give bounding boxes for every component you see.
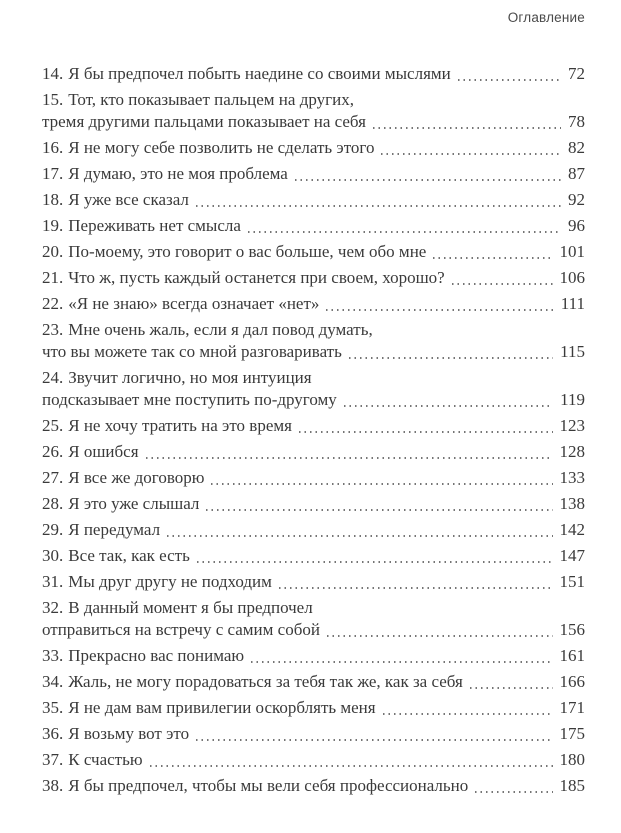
entry-number: 14. <box>42 64 64 83</box>
entry-title-text: Я не могу себе позволить не сделать этого <box>68 138 375 157</box>
entry-title-text: Я передумал <box>68 520 161 539</box>
entry-number: 31. <box>42 572 64 591</box>
dot-leader <box>452 283 553 285</box>
entry-number: 16. <box>42 138 64 157</box>
toc-entry-line <box>42 571 585 593</box>
toc-entry-line <box>42 467 585 489</box>
entry-title-text: Я уже все сказал <box>68 190 189 209</box>
entry-page-number: 128 <box>559 442 585 461</box>
entry-page-number: 96 <box>568 216 585 235</box>
entry-number: 29. <box>42 520 64 539</box>
toc-entry-line <box>42 697 585 719</box>
dot-leader <box>279 587 553 589</box>
entry-page-number: 111 <box>560 294 585 313</box>
toc-entry-line <box>42 723 585 745</box>
entry-title-text: Я бы предпочел побыть наедине со своими мыслями <box>68 64 451 83</box>
dot-leader <box>433 257 552 259</box>
toc-entry-line <box>42 367 585 389</box>
toc-entry <box>42 597 585 641</box>
toc-entry-line <box>42 597 585 619</box>
toc-entry <box>42 545 585 567</box>
entry-title-text: Мне очень жаль, если я дал повод думать, <box>68 320 373 339</box>
toc-entry <box>42 267 585 289</box>
entry-title-text: отправиться на встречу с самим собой <box>42 620 320 639</box>
entry-number: 20. <box>42 242 64 261</box>
toc-entry-line <box>42 111 585 133</box>
dot-leader <box>349 357 553 359</box>
entry-title-text: В данный момент я бы предпочел <box>68 598 313 617</box>
toc-entry <box>42 493 585 515</box>
dot-leader <box>381 153 561 155</box>
toc-entry-line <box>42 775 585 797</box>
entry-title-text: Жаль, не могу порадоваться за тебя так же, как за себя <box>68 672 463 691</box>
toc-entry-line <box>42 545 585 567</box>
entry-page-number: 180 <box>559 750 585 769</box>
entry-number: 25. <box>42 416 64 435</box>
entry-number: 37. <box>42 750 64 769</box>
entry-title-text: К счастью <box>68 750 143 769</box>
entry-number: 27. <box>42 468 64 487</box>
entry-page-number: 138 <box>559 494 585 513</box>
dot-leader <box>167 535 552 537</box>
toc-entry <box>42 189 585 211</box>
entry-page-number: 115 <box>560 342 585 361</box>
dot-leader <box>470 687 553 689</box>
entry-title-text: Я ошибся <box>68 442 139 461</box>
toc-entry-line <box>42 241 585 263</box>
entry-title-text: тремя другими пальцами показывает на себя <box>42 112 366 131</box>
entry-page-number: 151 <box>559 572 585 591</box>
toc-entry <box>42 645 585 667</box>
dot-leader <box>373 127 561 129</box>
dot-leader <box>211 483 552 485</box>
dot-leader <box>150 765 553 767</box>
dot-leader <box>344 405 553 407</box>
entry-page-number: 78 <box>568 112 585 131</box>
entry-page-number: 147 <box>559 546 585 565</box>
entry-title-text: Звучит логично, но моя интуиция <box>68 368 312 387</box>
entry-number: 32. <box>42 598 64 617</box>
toc-entry <box>42 467 585 489</box>
toc-entry <box>42 697 585 719</box>
entry-page-number: 106 <box>559 268 585 287</box>
toc-entry <box>42 775 585 797</box>
toc-entry <box>42 319 585 363</box>
toc-entry-line <box>42 519 585 541</box>
toc-entry <box>42 723 585 745</box>
toc-entry-line <box>42 341 585 363</box>
entry-title-text: Переживать нет смысла <box>68 216 241 235</box>
dot-leader <box>295 179 561 181</box>
dot-leader <box>251 661 552 663</box>
toc-entry <box>42 137 585 159</box>
toc-entry <box>42 63 585 85</box>
entry-title-text: Я это уже слышал <box>68 494 200 513</box>
entry-title-text: Я не хочу тратить на это время <box>68 416 292 435</box>
entry-page-number: 175 <box>559 724 585 743</box>
dot-leader <box>299 431 553 433</box>
dot-leader <box>146 457 553 459</box>
entry-number: 38. <box>42 776 64 795</box>
entry-page-number: 161 <box>559 646 585 665</box>
toc-entry <box>42 441 585 463</box>
entry-number: 35. <box>42 698 64 717</box>
dot-leader <box>326 309 553 311</box>
entry-title-text: Я не дам вам привилегии оскорблять меня <box>68 698 376 717</box>
toc-entry <box>42 415 585 437</box>
entry-page-number: 166 <box>559 672 585 691</box>
toc-entry-line <box>42 441 585 463</box>
toc-entry-line <box>42 493 585 515</box>
toc-entry-line <box>42 137 585 159</box>
entry-page-number: 101 <box>559 242 585 261</box>
entry-page-number: 171 <box>559 698 585 717</box>
dot-leader <box>458 79 561 81</box>
toc-entry-line <box>42 63 585 85</box>
entry-title-text: подсказывает мне поступить по-другому <box>42 390 337 409</box>
entry-title-text: Мы друг другу не подходим <box>68 572 272 591</box>
dot-leader <box>248 231 561 233</box>
entry-page-number: 156 <box>559 620 585 639</box>
entry-title-text: «Я не знаю» всегда означает «нет» <box>68 294 320 313</box>
entry-page-number: 119 <box>560 390 585 409</box>
entry-number: 21. <box>42 268 64 287</box>
entry-number: 22. <box>42 294 64 313</box>
entry-page-number: 92 <box>568 190 585 209</box>
entry-number: 15. <box>42 90 64 109</box>
entry-page-number: 123 <box>559 416 585 435</box>
entry-number: 28. <box>42 494 64 513</box>
toc-entry-line <box>42 671 585 693</box>
entry-number: 26. <box>42 442 64 461</box>
running-head: Оглавление <box>507 10 585 25</box>
dot-leader <box>197 561 553 563</box>
entry-title-text: Прекрасно вас понимаю <box>68 646 245 665</box>
toc-entry <box>42 367 585 411</box>
entry-number: 36. <box>42 724 64 743</box>
entry-number: 18. <box>42 190 64 209</box>
toc-entry <box>42 571 585 593</box>
toc-entry <box>42 519 585 541</box>
entry-title-text: Все так, как есть <box>68 546 190 565</box>
toc-entry <box>42 671 585 693</box>
toc-entry <box>42 293 585 315</box>
entry-title-text: Я бы предпочел, чтобы мы вели себя профессионально <box>68 776 469 795</box>
toc-entry <box>42 241 585 263</box>
toc-entry-line <box>42 189 585 211</box>
entry-page-number: 72 <box>568 64 585 83</box>
entry-title-text: что вы можете так со мной разговаривать <box>42 342 342 361</box>
entry-page-number: 82 <box>568 138 585 157</box>
entry-number: 17. <box>42 164 64 183</box>
toc-entry-line <box>42 645 585 667</box>
dot-leader <box>383 713 553 715</box>
toc-list <box>42 63 585 797</box>
dot-leader <box>327 635 553 637</box>
entry-title-text: Тот, кто показывает пальцем на других, <box>68 90 354 109</box>
toc-entry-line <box>42 389 585 411</box>
dot-leader <box>196 205 561 207</box>
entry-title-text: Я думаю, это не моя проблема <box>68 164 288 183</box>
entry-title-text: Что ж, пусть каждый останется при своем, хорошо? <box>68 268 445 287</box>
toc-entry-line <box>42 163 585 185</box>
entry-page-number: 133 <box>559 468 585 487</box>
entry-number: 19. <box>42 216 64 235</box>
toc-entry-line <box>42 619 585 641</box>
entry-number: 30. <box>42 546 64 565</box>
dot-leader <box>206 509 552 511</box>
entry-number: 33. <box>42 646 64 665</box>
toc-entry <box>42 163 585 185</box>
toc-entry-line <box>42 215 585 237</box>
toc-entry-line <box>42 293 585 315</box>
toc-entry-line <box>42 89 585 111</box>
entry-page-number: 142 <box>559 520 585 539</box>
entry-title-text: По-моему, это говорит о вас больше, чем обо мне <box>68 242 427 261</box>
toc-entry-line <box>42 319 585 341</box>
dot-leader <box>475 791 552 793</box>
entry-title-text: Я возьму вот это <box>68 724 190 743</box>
entry-number: 24. <box>42 368 64 387</box>
entry-number: 23. <box>42 320 64 339</box>
entry-page-number: 87 <box>568 164 585 183</box>
toc-entry <box>42 89 585 133</box>
toc-entry <box>42 215 585 237</box>
entry-page-number: 185 <box>559 776 585 795</box>
toc-entry-line <box>42 749 585 771</box>
entry-number: 34. <box>42 672 64 691</box>
toc-entry-line <box>42 267 585 289</box>
entry-title-text: Я все же договорю <box>68 468 205 487</box>
toc-entry-line <box>42 415 585 437</box>
dot-leader <box>196 739 552 741</box>
toc-entry <box>42 749 585 771</box>
